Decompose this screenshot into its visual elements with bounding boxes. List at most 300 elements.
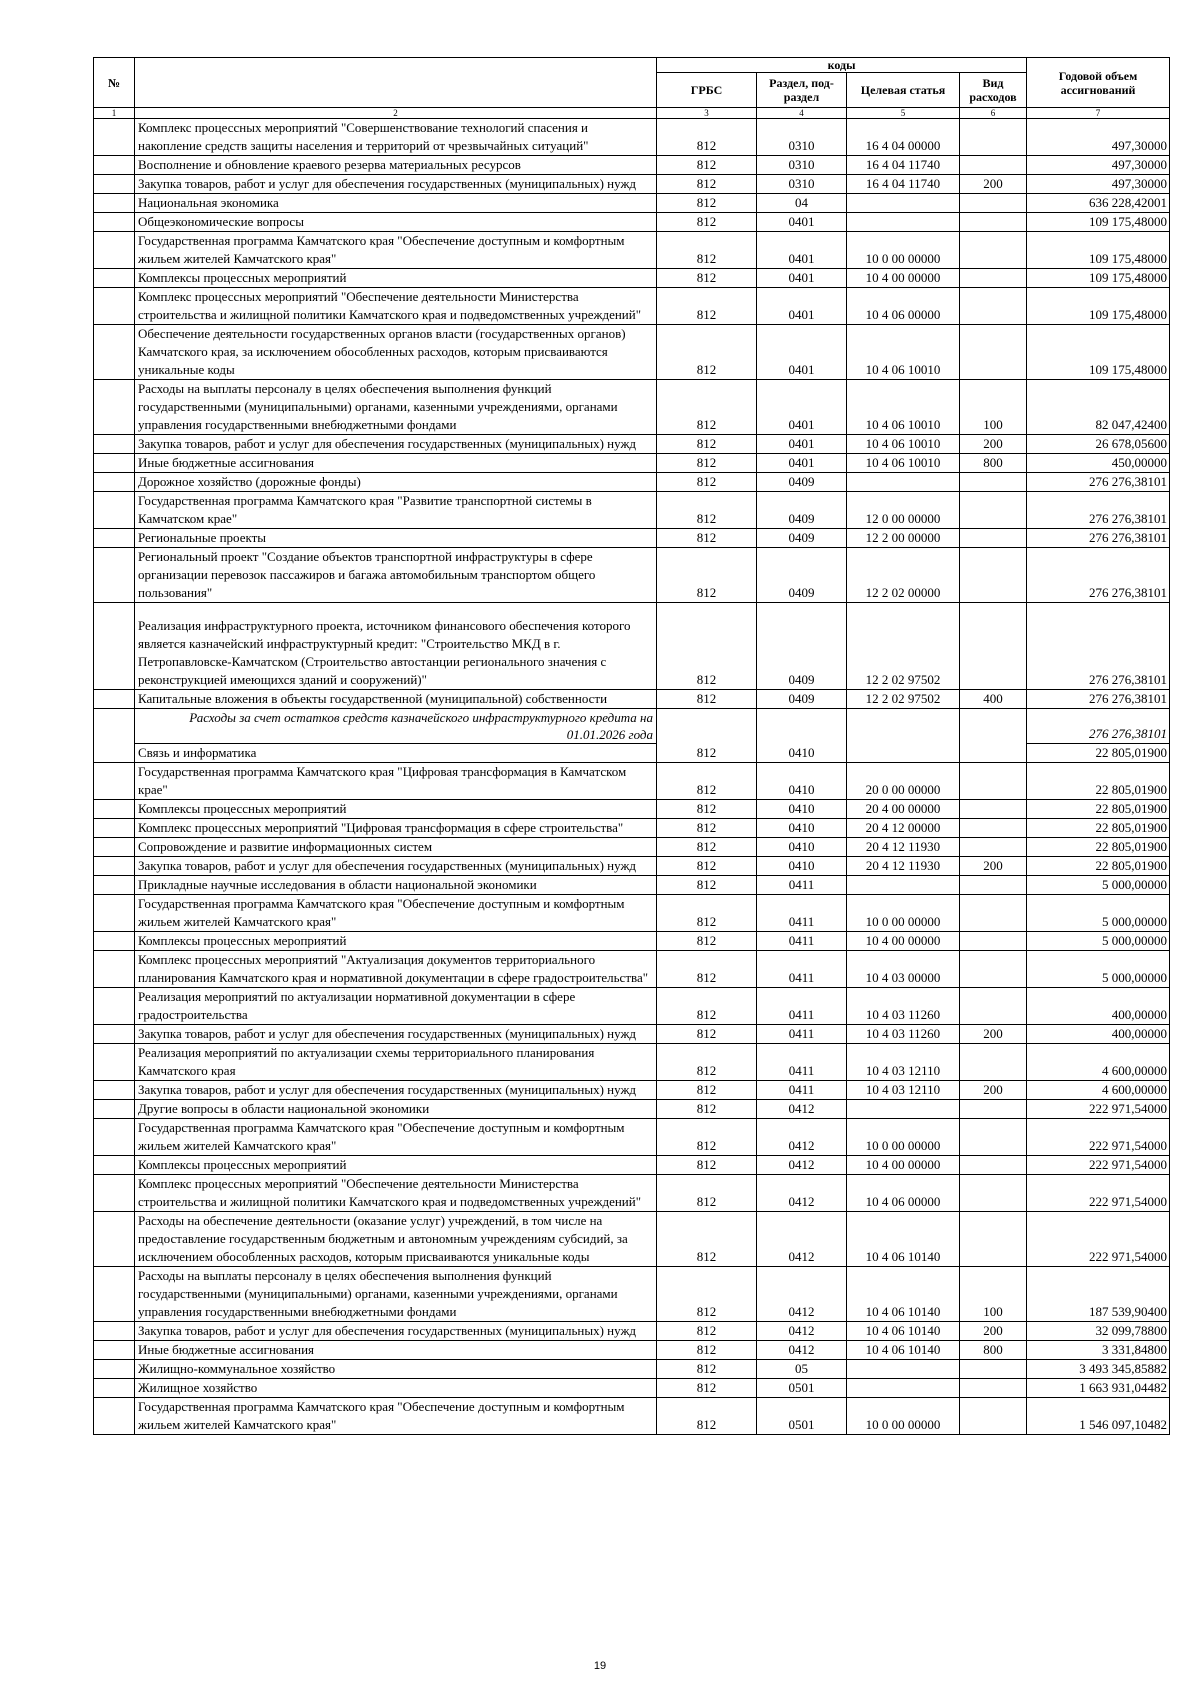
- cell-name: Комплексы процессных мероприятий: [135, 1156, 657, 1175]
- cell-name: Связь и информатика: [135, 744, 657, 763]
- cell-grbs: 812: [657, 473, 757, 492]
- cell-name: Национальная экономика: [135, 194, 657, 213]
- cell-target-article: 10 4 06 00000: [847, 288, 960, 325]
- header-name: [135, 58, 657, 108]
- header-expense-type: Вид расходов: [960, 73, 1027, 108]
- cell-razdel: 0411: [757, 876, 847, 895]
- cell-grbs: 812: [657, 1322, 757, 1341]
- cell-num: [94, 1267, 135, 1322]
- table-row: [94, 1322, 1170, 1341]
- cell-name: Общеэкономические вопросы: [135, 213, 657, 232]
- cell-razdel: 0410: [757, 838, 847, 857]
- cell-amount: 109 175,48000: [1027, 269, 1170, 288]
- cell-num: [94, 709, 135, 744]
- cell-name: Комплекс процессных мероприятий "Актуализация документов территориального планирования Камчатского края и нормативной документации в сфере градостроительства": [135, 951, 657, 988]
- cell-grbs: 812: [657, 838, 757, 857]
- cell-amount: 222 971,54000: [1027, 1175, 1170, 1212]
- table-row: [94, 529, 1170, 548]
- cell-grbs: 812: [657, 603, 757, 690]
- cell-grbs: [657, 709, 757, 744]
- cell-name: Комплекс процессных мероприятий "Совершенствование технологий спасения и накопление средств защиты населения и территорий от чрезвычайных ситуаций": [135, 119, 657, 156]
- cell-num: [94, 435, 135, 454]
- table-row: [94, 1360, 1170, 1379]
- cell-razdel: 0401: [757, 435, 847, 454]
- cell-target-article: 10 4 06 00000: [847, 1175, 960, 1212]
- cell-razdel: 0401: [757, 232, 847, 269]
- table-row: [94, 232, 1170, 269]
- cell-target-article: 20 4 12 00000: [847, 819, 960, 838]
- cell-name: Государственная программа Камчатского края "Развитие транспортной системы в Камчатском крае": [135, 492, 657, 529]
- cell-num: [94, 857, 135, 876]
- cell-num: [94, 1360, 135, 1379]
- cell-expense-type: [960, 288, 1027, 325]
- cell-razdel: 0412: [757, 1322, 847, 1341]
- table-row: [94, 603, 1170, 690]
- cell-name: Государственная программа Камчатского края "Обеспечение доступным и комфортным жильем жителей Камчатского края": [135, 1398, 657, 1435]
- cell-name: Закупка товаров, работ и услуг для обеспечения государственных (муниципальных) нужд: [135, 175, 657, 194]
- cell-name: Расходы на обеспечение деятельности (оказание услуг) учреждений, в том числе на предоставление государственным бюджетным и автономным учреждениям субсидий, за исключением обособленных расходов, которым присваиваются уникальные коды: [135, 1212, 657, 1267]
- cell-name: Комплексы процессных мероприятий: [135, 800, 657, 819]
- cell-grbs: 812: [657, 876, 757, 895]
- table-row: [94, 1398, 1170, 1435]
- cell-target-article: 20 0 00 00000: [847, 763, 960, 800]
- cell-expense-type: [960, 895, 1027, 932]
- cell-name: Государственная программа Камчатского края "Обеспечение доступным и комфортным жильем жителей Камчатского края": [135, 232, 657, 269]
- header-razdel: Раздел, под-раздел: [757, 73, 847, 108]
- table-row: [94, 838, 1170, 857]
- cell-target-article: 10 4 00 00000: [847, 269, 960, 288]
- header-codes: коды: [657, 58, 1027, 73]
- table-row: [94, 1156, 1170, 1175]
- cell-razdel: 0501: [757, 1398, 847, 1435]
- cell-expense-type: 800: [960, 1341, 1027, 1360]
- cell-target-article: 10 4 06 10140: [847, 1212, 960, 1267]
- cell-expense-type: [960, 932, 1027, 951]
- cell-name: Закупка товаров, работ и услуг для обеспечения государственных (муниципальных) нужд: [135, 435, 657, 454]
- cell-razdel: 0411: [757, 1081, 847, 1100]
- cell-razdel: 0411: [757, 895, 847, 932]
- cell-expense-type: [960, 1119, 1027, 1156]
- cell-expense-type: [960, 473, 1027, 492]
- table-row: [94, 1119, 1170, 1156]
- cell-expense-type: [960, 492, 1027, 529]
- cell-expense-type: [960, 325, 1027, 380]
- cell-grbs: 812: [657, 175, 757, 194]
- cell-name: Закупка товаров, работ и услуг для обеспечения государственных (муниципальных) нужд: [135, 1025, 657, 1044]
- cell-expense-type: [960, 988, 1027, 1025]
- cell-num: [94, 1100, 135, 1119]
- cell-target-article: 16 4 04 11740: [847, 156, 960, 175]
- cell-name: Комплекс процессных мероприятий "Цифровая трансформация в сфере строительства": [135, 819, 657, 838]
- cell-target-article: 10 4 06 10010: [847, 435, 960, 454]
- cell-expense-type: [960, 1044, 1027, 1081]
- cell-razdel: 0411: [757, 951, 847, 988]
- cell-grbs: 812: [657, 1100, 757, 1119]
- cell-expense-type: [960, 838, 1027, 857]
- cell-grbs: 812: [657, 1341, 757, 1360]
- cell-amount: 1 546 097,10482: [1027, 1398, 1170, 1435]
- cell-grbs: 812: [657, 1175, 757, 1212]
- cell-expense-type: 200: [960, 175, 1027, 194]
- table-row: [94, 763, 1170, 800]
- cell-name: Закупка товаров, работ и услуг для обеспечения государственных (муниципальных) нужд: [135, 857, 657, 876]
- cell-target-article: 10 4 00 00000: [847, 1156, 960, 1175]
- cell-amount: 276 276,38101: [1027, 603, 1170, 690]
- cell-razdel: 0412: [757, 1175, 847, 1212]
- cell-num: [94, 194, 135, 213]
- cell-expense-type: 100: [960, 1267, 1027, 1322]
- cell-target-article: 16 4 04 11740: [847, 175, 960, 194]
- table-row: [94, 988, 1170, 1025]
- cell-grbs: 812: [657, 1212, 757, 1267]
- cell-expense-type: [960, 1175, 1027, 1212]
- cell-grbs: 812: [657, 1379, 757, 1398]
- cell-name: Комплексы процессных мероприятий: [135, 932, 657, 951]
- cell-expense-type: 100: [960, 380, 1027, 435]
- cell-num: [94, 529, 135, 548]
- table-row: [94, 1341, 1170, 1360]
- cell-expense-type: [960, 744, 1027, 763]
- cell-grbs: 812: [657, 1044, 757, 1081]
- cell-num: [94, 819, 135, 838]
- cell-num: [94, 156, 135, 175]
- cell-razdel: 0401: [757, 325, 847, 380]
- cell-amount: 109 175,48000: [1027, 213, 1170, 232]
- cell-num: [94, 325, 135, 380]
- table-row: [94, 876, 1170, 895]
- cell-expense-type: 200: [960, 1322, 1027, 1341]
- cell-grbs: 812: [657, 492, 757, 529]
- cell-expense-type: [960, 119, 1027, 156]
- cell-grbs: 812: [657, 194, 757, 213]
- cell-expense-type: [960, 1360, 1027, 1379]
- cell-target-article: 10 4 03 11260: [847, 988, 960, 1025]
- cell-amount: 276 276,38101: [1027, 709, 1170, 744]
- cell-target-article: 10 4 06 10010: [847, 454, 960, 473]
- cell-num: [94, 1156, 135, 1175]
- cell-amount: 82 047,42400: [1027, 380, 1170, 435]
- cell-razdel: 0310: [757, 156, 847, 175]
- cell-razdel: 0412: [757, 1100, 847, 1119]
- cell-target-article: 10 4 03 12110: [847, 1044, 960, 1081]
- cell-num: [94, 1341, 135, 1360]
- cell-razdel: 0412: [757, 1267, 847, 1322]
- cell-num: [94, 988, 135, 1025]
- column-number: 4: [757, 108, 847, 119]
- cell-razdel: 0410: [757, 763, 847, 800]
- table-row: [94, 951, 1170, 988]
- cell-target-article: 10 4 06 10010: [847, 380, 960, 435]
- cell-razdel: 0410: [757, 800, 847, 819]
- cell-expense-type: 200: [960, 857, 1027, 876]
- cell-name: Реализация мероприятий по актуализации нормативной документации в сфере градостроительства: [135, 988, 657, 1025]
- cell-grbs: 812: [657, 763, 757, 800]
- table-row: [94, 1044, 1170, 1081]
- cell-amount: 32 099,78800: [1027, 1322, 1170, 1341]
- cell-num: [94, 1081, 135, 1100]
- cell-expense-type: [960, 529, 1027, 548]
- cell-razdel: 0409: [757, 603, 847, 690]
- cell-num: [94, 800, 135, 819]
- table-row: [94, 175, 1170, 194]
- cell-name: Другие вопросы в области национальной экономики: [135, 1100, 657, 1119]
- cell-name: Реализация мероприятий по актуализации схемы территориального планирования Камчатского края: [135, 1044, 657, 1081]
- cell-expense-type: [960, 1212, 1027, 1267]
- cell-target-article: 12 2 00 00000: [847, 529, 960, 548]
- cell-amount: 109 175,48000: [1027, 232, 1170, 269]
- column-number: 5: [847, 108, 960, 119]
- cell-amount: 4 600,00000: [1027, 1081, 1170, 1100]
- table-row: [94, 857, 1170, 876]
- cell-target-article: [847, 473, 960, 492]
- cell-grbs: 812: [657, 1267, 757, 1322]
- cell-expense-type: [960, 548, 1027, 603]
- cell-num: [94, 232, 135, 269]
- cell-target-article: 12 0 00 00000: [847, 492, 960, 529]
- cell-amount: 400,00000: [1027, 1025, 1170, 1044]
- cell-amount: 497,30000: [1027, 156, 1170, 175]
- cell-razdel: 0410: [757, 819, 847, 838]
- cell-grbs: 812: [657, 1360, 757, 1379]
- cell-expense-type: [960, 1156, 1027, 1175]
- table-row: [94, 454, 1170, 473]
- cell-target-article: 10 4 03 00000: [847, 951, 960, 988]
- cell-razdel: 0310: [757, 175, 847, 194]
- cell-expense-type: [960, 232, 1027, 269]
- cell-num: [94, 1379, 135, 1398]
- table-row: [94, 269, 1170, 288]
- cell-razdel: 0401: [757, 269, 847, 288]
- cell-num: [94, 1044, 135, 1081]
- cell-amount: 5 000,00000: [1027, 932, 1170, 951]
- cell-name: Дорожное хозяйство (дорожные фонды): [135, 473, 657, 492]
- cell-name: Региональный проект "Создание объектов транспортной инфраструктуры в сфере организации перевозок пассажиров и багажа автомобильным транспортом общего пользования": [135, 548, 657, 603]
- cell-amount: 276 276,38101: [1027, 529, 1170, 548]
- table-row: [94, 473, 1170, 492]
- cell-name: Расходы за счет остатков средств казначейского инфраструктурного кредита на 01.01.2026 года: [135, 709, 657, 744]
- cell-grbs: 812: [657, 1025, 757, 1044]
- cell-grbs: 812: [657, 1398, 757, 1435]
- cell-amount: 497,30000: [1027, 119, 1170, 156]
- column-number: 6: [960, 108, 1027, 119]
- cell-expense-type: [960, 800, 1027, 819]
- cell-num: [94, 473, 135, 492]
- cell-num: [94, 763, 135, 800]
- cell-target-article: [847, 1360, 960, 1379]
- cell-razdel: 0310: [757, 119, 847, 156]
- cell-name: Реализация инфраструктурного проекта, источником финансового обеспечения которого является казначейский инфраструктурный кредит: "Строительство МКД в г. Петропавловске-Камчатском (Строительство автостанции регионального значения с реконструкцией имеющихся зданий и сооружений)": [135, 603, 657, 690]
- cell-expense-type: 200: [960, 1081, 1027, 1100]
- cell-amount: 22 805,01900: [1027, 838, 1170, 857]
- cell-grbs: 812: [657, 288, 757, 325]
- cell-razdel: 0411: [757, 1025, 847, 1044]
- cell-target-article: 10 4 06 10140: [847, 1322, 960, 1341]
- cell-expense-type: [960, 603, 1027, 690]
- header-grbs: ГРБС: [657, 73, 757, 108]
- table-row: [94, 1379, 1170, 1398]
- cell-amount: 276 276,38101: [1027, 548, 1170, 603]
- cell-grbs: 812: [657, 454, 757, 473]
- cell-num: [94, 492, 135, 529]
- table-row: [94, 288, 1170, 325]
- cell-amount: 26 678,05600: [1027, 435, 1170, 454]
- cell-num: [94, 454, 135, 473]
- document-page: [93, 57, 1169, 1435]
- cell-target-article: 10 4 06 10140: [847, 1341, 960, 1360]
- cell-razdel: 0409: [757, 529, 847, 548]
- table-row: [94, 435, 1170, 454]
- cell-name: Комплекс процессных мероприятий "Обеспечение деятельности Министерства строительства и жилищной политики Камчатского края и подведомственных учреждений": [135, 288, 657, 325]
- cell-amount: 5 000,00000: [1027, 951, 1170, 988]
- cell-num: [94, 1212, 135, 1267]
- cell-num: [94, 690, 135, 709]
- cell-razdel: 0411: [757, 1044, 847, 1081]
- cell-target-article: [847, 1379, 960, 1398]
- cell-expense-type: 200: [960, 1025, 1027, 1044]
- cell-grbs: 812: [657, 380, 757, 435]
- table-row: [94, 800, 1170, 819]
- table-row: [94, 744, 1170, 763]
- cell-expense-type: [960, 819, 1027, 838]
- cell-grbs: 812: [657, 156, 757, 175]
- cell-target-article: [847, 1100, 960, 1119]
- cell-grbs: 812: [657, 232, 757, 269]
- cell-amount: 5 000,00000: [1027, 876, 1170, 895]
- cell-target-article: 10 4 03 11260: [847, 1025, 960, 1044]
- cell-amount: 3 493 345,85882: [1027, 1360, 1170, 1379]
- cell-num: [94, 548, 135, 603]
- cell-target-article: [847, 194, 960, 213]
- table-row: [94, 1212, 1170, 1267]
- cell-amount: 276 276,38101: [1027, 492, 1170, 529]
- cell-grbs: 812: [657, 1156, 757, 1175]
- cell-target-article: 20 4 12 11930: [847, 857, 960, 876]
- cell-num: [94, 213, 135, 232]
- cell-razdel: 0412: [757, 1341, 847, 1360]
- cell-amount: 276 276,38101: [1027, 690, 1170, 709]
- cell-amount: 497,30000: [1027, 175, 1170, 194]
- cell-target-article: 10 4 06 10140: [847, 1267, 960, 1322]
- cell-grbs: 812: [657, 988, 757, 1025]
- cell-grbs: 812: [657, 690, 757, 709]
- cell-razdel: 0409: [757, 473, 847, 492]
- cell-expense-type: 200: [960, 435, 1027, 454]
- cell-grbs: 812: [657, 1119, 757, 1156]
- cell-target-article: [847, 744, 960, 763]
- cell-num: [94, 175, 135, 194]
- cell-num: [94, 269, 135, 288]
- cell-name: Жилищно-коммунальное хозяйство: [135, 1360, 657, 1379]
- table-row: [94, 1100, 1170, 1119]
- cell-name: Государственная программа Камчатского края "Цифровая трансформация в Камчатском крае": [135, 763, 657, 800]
- table-body: [94, 119, 1170, 1435]
- cell-grbs: 812: [657, 1081, 757, 1100]
- cell-amount: 22 805,01900: [1027, 744, 1170, 763]
- cell-target-article: 10 4 06 10010: [847, 325, 960, 380]
- table-row: [94, 380, 1170, 435]
- cell-num: [94, 1175, 135, 1212]
- cell-expense-type: [960, 709, 1027, 744]
- cell-grbs: 812: [657, 548, 757, 603]
- cell-amount: 22 805,01900: [1027, 800, 1170, 819]
- cell-num: [94, 288, 135, 325]
- cell-num: [94, 1322, 135, 1341]
- cell-grbs: 812: [657, 269, 757, 288]
- cell-name: Восполнение и обновление краевого резерва материальных ресурсов: [135, 156, 657, 175]
- table-row: [94, 819, 1170, 838]
- cell-target-article: 10 4 03 12110: [847, 1081, 960, 1100]
- cell-razdel: 0401: [757, 380, 847, 435]
- cell-amount: 3 331,84800: [1027, 1341, 1170, 1360]
- cell-grbs: 812: [657, 895, 757, 932]
- cell-amount: 5 000,00000: [1027, 895, 1170, 932]
- table-row: [94, 895, 1170, 932]
- cell-razdel: 05: [757, 1360, 847, 1379]
- cell-razdel: 0409: [757, 492, 847, 529]
- cell-amount: 222 971,54000: [1027, 1212, 1170, 1267]
- cell-grbs: 812: [657, 325, 757, 380]
- table-row: [94, 325, 1170, 380]
- cell-target-article: 12 2 02 97502: [847, 690, 960, 709]
- cell-target-article: 10 0 00 00000: [847, 895, 960, 932]
- cell-expense-type: [960, 951, 1027, 988]
- header-num: №: [94, 58, 135, 108]
- table-row: [94, 156, 1170, 175]
- cell-expense-type: [960, 1100, 1027, 1119]
- cell-num: [94, 876, 135, 895]
- cell-name: Прикладные научные исследования в области национальной экономики: [135, 876, 657, 895]
- cell-razdel: 0411: [757, 988, 847, 1025]
- cell-num: [94, 1025, 135, 1044]
- cell-num: [94, 119, 135, 156]
- cell-razdel: 0401: [757, 213, 847, 232]
- cell-target-article: 12 2 02 00000: [847, 548, 960, 603]
- table-row: [94, 548, 1170, 603]
- cell-num: [94, 838, 135, 857]
- cell-amount: 222 971,54000: [1027, 1156, 1170, 1175]
- cell-name: Расходы на выплаты персоналу в целях обеспечения выполнения функций государственными (муниципальными) органами, казенными учреждениями, органами управления государственными внебюджетными фондами: [135, 380, 657, 435]
- cell-grbs: 812: [657, 951, 757, 988]
- table-row: [94, 1025, 1170, 1044]
- cell-amount: 22 805,01900: [1027, 819, 1170, 838]
- cell-razdel: 04: [757, 194, 847, 213]
- column-number-row: [94, 108, 1170, 119]
- budget-table: [93, 57, 1170, 1435]
- page-number: 19: [593, 1660, 607, 1672]
- cell-razdel: 0410: [757, 857, 847, 876]
- cell-name: Обеспечение деятельности государственных органов власти (государственных органов) Камчатского края, за исключением обособленных расходов, которым присваиваются уникальные коды: [135, 325, 657, 380]
- cell-razdel: 0409: [757, 548, 847, 603]
- cell-name: Комплекс процессных мероприятий "Обеспечение деятельности Министерства строительства и жилищной политики Камчатского края и подведомственных учреждений": [135, 1175, 657, 1212]
- cell-name: Закупка товаров, работ и услуг для обеспечения государственных (муниципальных) нужд: [135, 1081, 657, 1100]
- table-row: [94, 690, 1170, 709]
- cell-num: [94, 744, 135, 763]
- cell-target-article: 20 4 00 00000: [847, 800, 960, 819]
- cell-razdel: 0501: [757, 1379, 847, 1398]
- cell-expense-type: 800: [960, 454, 1027, 473]
- cell-expense-type: [960, 156, 1027, 175]
- cell-grbs: 812: [657, 932, 757, 951]
- cell-name: Расходы на выплаты персоналу в целях обеспечения выполнения функций государственными (муниципальными) органами, казенными учреждениями, органами управления государственными внебюджетными фондами: [135, 1267, 657, 1322]
- cell-amount: 450,00000: [1027, 454, 1170, 473]
- cell-num: [94, 380, 135, 435]
- cell-razdel: 0409: [757, 690, 847, 709]
- table-row: [94, 932, 1170, 951]
- cell-amount: 400,00000: [1027, 988, 1170, 1025]
- cell-grbs: 812: [657, 435, 757, 454]
- table-note-row: [94, 709, 1170, 744]
- cell-amount: 187 539,90400: [1027, 1267, 1170, 1322]
